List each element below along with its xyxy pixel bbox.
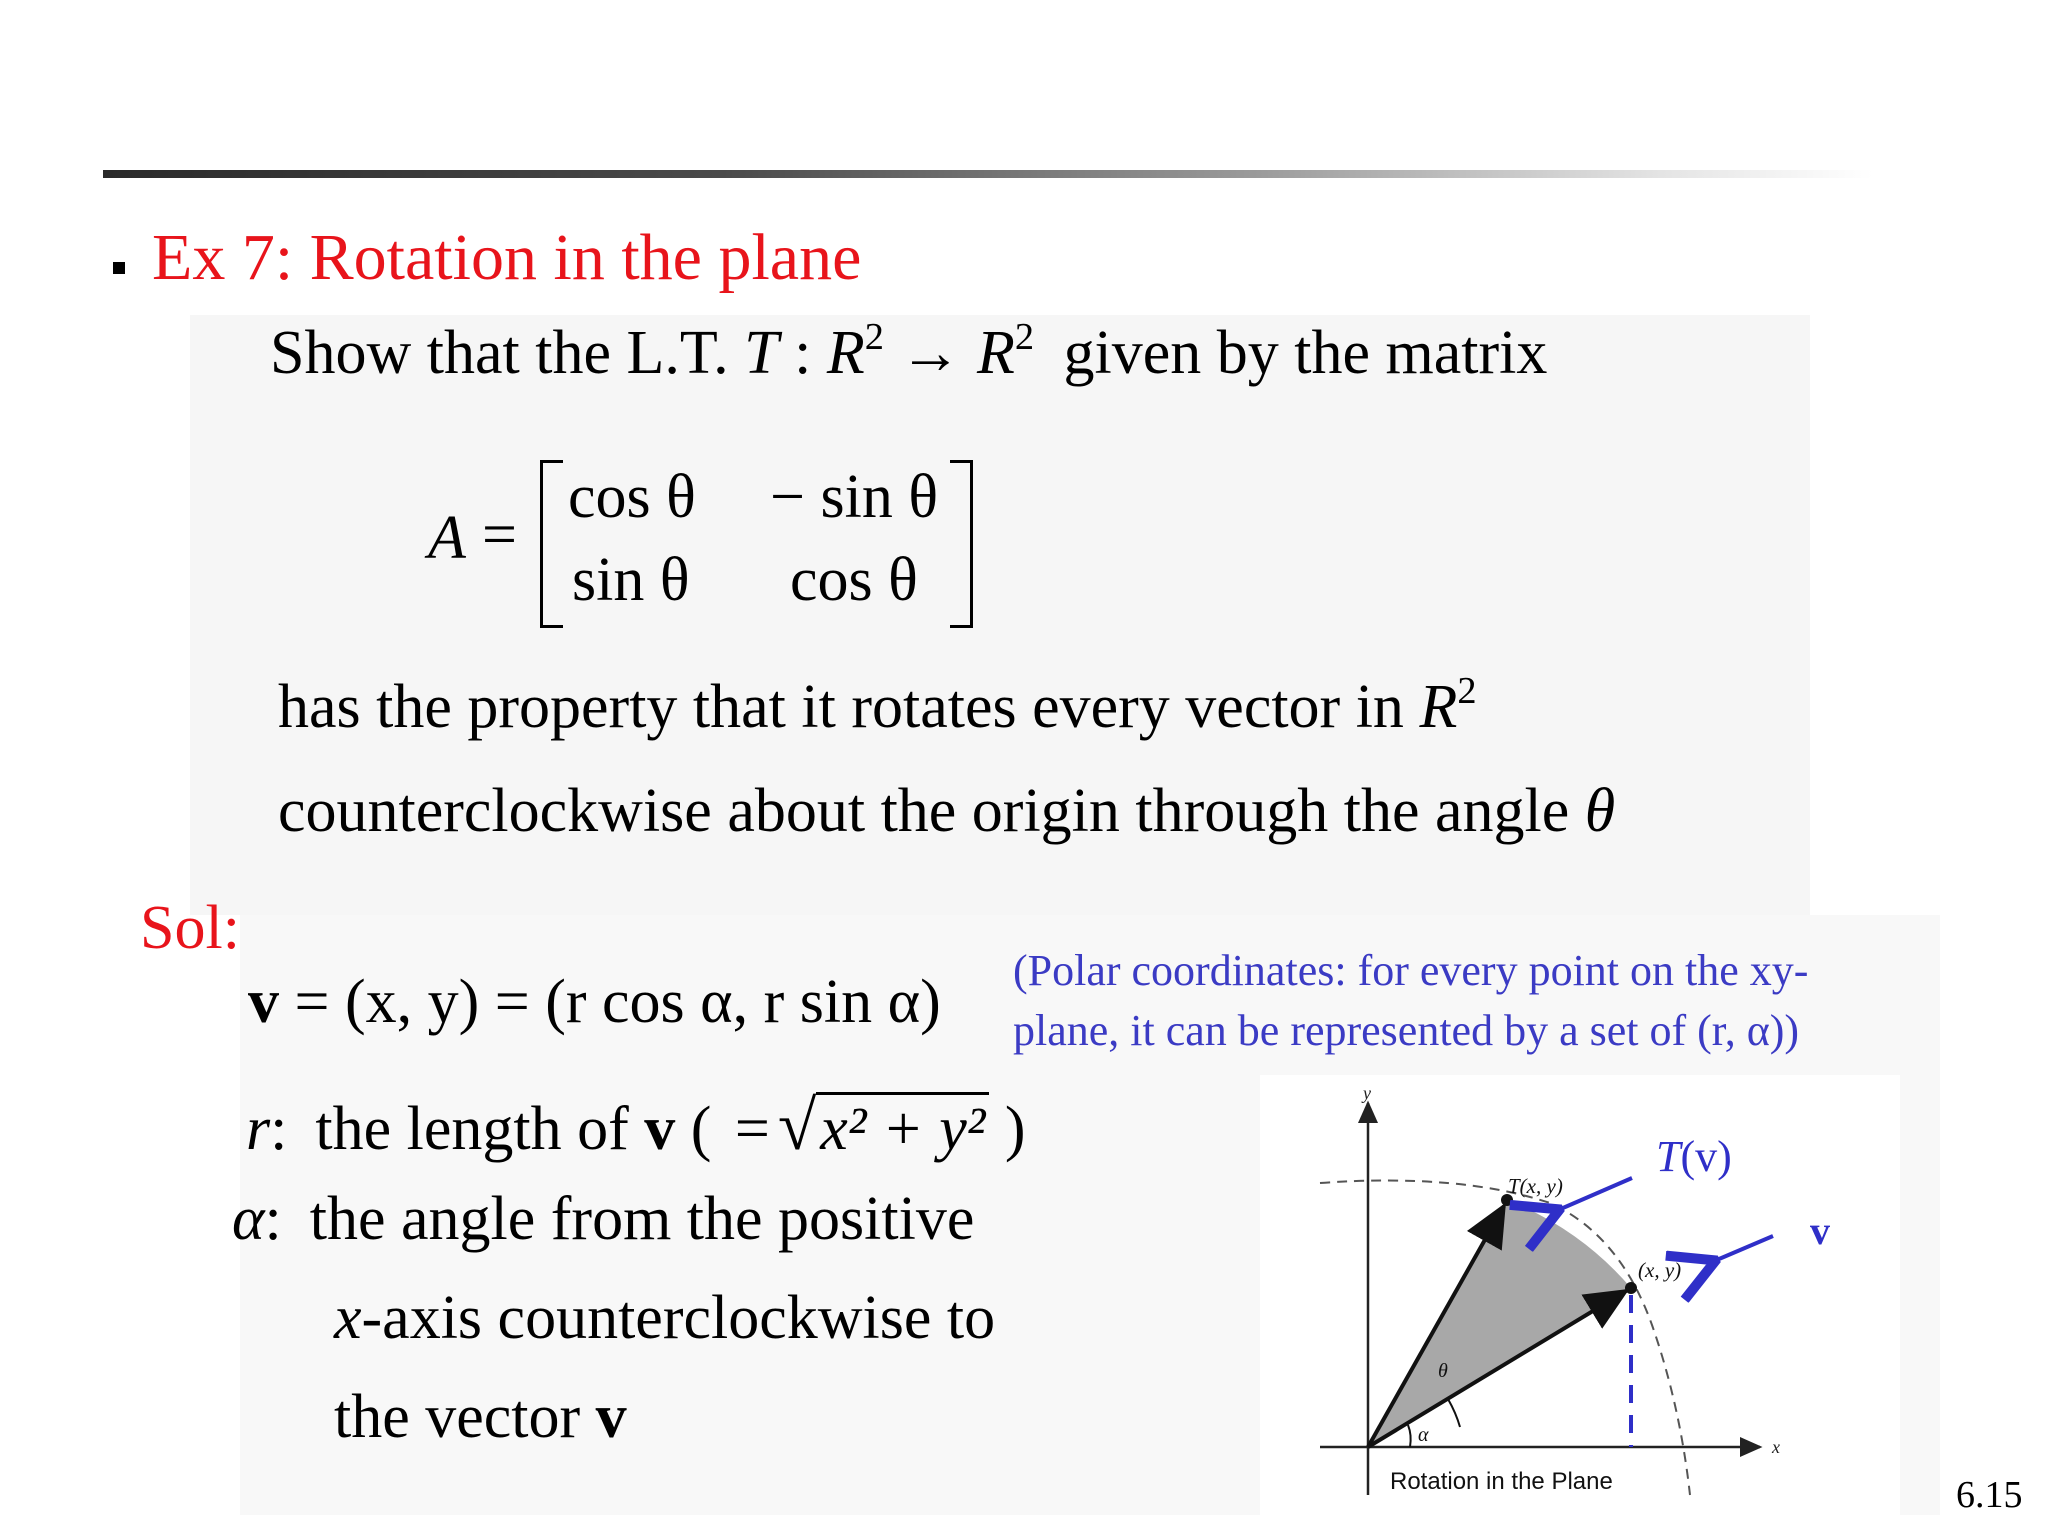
theta-label: θ [1438,1360,1448,1382]
statement-suffix: given by the matrix [1063,319,1548,387]
property-theta: θ [1584,777,1616,845]
statement-line [270,318,1547,389]
alpha-symbol: α [232,1185,265,1253]
sqrt-symbol-icon: √ [777,1088,817,1165]
v-definition [248,967,941,1038]
alpha-line-3-v: v [595,1383,627,1451]
mapping-expression [744,316,1049,387]
alpha-colon: : [264,1185,282,1253]
property-line-1 [278,672,1477,743]
point-xy [1625,1282,1637,1294]
matrix-lhs: A [428,504,466,572]
property-R: R [1419,673,1458,741]
alpha-definition-line-1 [232,1184,974,1255]
matrix-a11: cos θ [568,463,696,531]
map-exp: 2 [864,316,884,359]
map-T: T [744,319,779,387]
r-symbol: r [246,1095,271,1163]
matrix-eq: = [482,501,517,569]
v-equation: = (x, y) = (r cos α, r sin α) [279,968,941,1036]
bullet-square-icon [113,262,125,274]
property-exp: 2 [1457,670,1477,713]
map-colon: : [778,319,827,387]
map-R2: R [976,319,1015,387]
matrix-a22: cos θ [790,546,918,614]
map-R: R [826,319,865,387]
statement-prefix: Show that the L.T. [270,319,729,387]
r-sqrt-body: x² + y² [816,1092,989,1163]
polar-note-line-1: (Polar coordinates: for every point on the xy- [1013,946,1809,995]
alpha-definition-line-3 [334,1382,627,1453]
alpha-definition-line-2 [334,1283,995,1354]
alpha-line-3-text: the vector [334,1383,596,1451]
solution-label: Sol: [140,894,240,962]
matrix-left-bracket [540,460,563,628]
r-definition [246,1087,1026,1167]
alpha-line-1: the angle from the positive [309,1185,975,1253]
r-colon: : [270,1095,288,1163]
matrix-a12: − sin θ [770,463,939,531]
point-Txy-label: T(x, y) [1508,1174,1563,1198]
v-label: v [1810,1208,1830,1253]
map-arrow: → [883,319,977,387]
polar-note-line-2: plane, it can be represented by a set of (r, α)) [1013,1006,1800,1055]
v-bold: v [248,968,279,1036]
point-xy-label: (x, y) [1638,1258,1682,1282]
alpha-line-2-x: x [334,1284,362,1352]
x-axis-label: x [1772,1437,1780,1457]
map-exp2: 2 [1014,316,1035,359]
r-text-v: v [644,1095,676,1163]
rotation-figure [1260,1075,1900,1515]
property-line-2 [278,776,1615,847]
r-text: the length of [315,1095,645,1163]
y-axis-label: y [1363,1083,1371,1103]
alpha-line-2-rest: -axis counterclockwise to [361,1284,996,1352]
r-paren-close: ) [989,1095,1026,1163]
title-divider [103,170,1873,178]
alpha-label: α [1418,1424,1429,1446]
page-number: 6.15 [1956,1474,2023,1516]
Tv-label: T(v) [1656,1132,1732,1181]
figure-caption: Rotation in the Plane [1390,1468,1613,1495]
property-text-1: has the property that it rotates every vector in [278,673,1420,741]
property-text-2: counterclockwise about the origin through the angle [278,777,1585,845]
r-eq: = [734,1095,770,1163]
matrix-a21: sin θ [572,546,690,614]
example-title: Ex 7: Rotation in the plane [152,221,862,294]
r-paren-open: ( [675,1095,727,1163]
matrix-right-bracket [950,460,973,628]
